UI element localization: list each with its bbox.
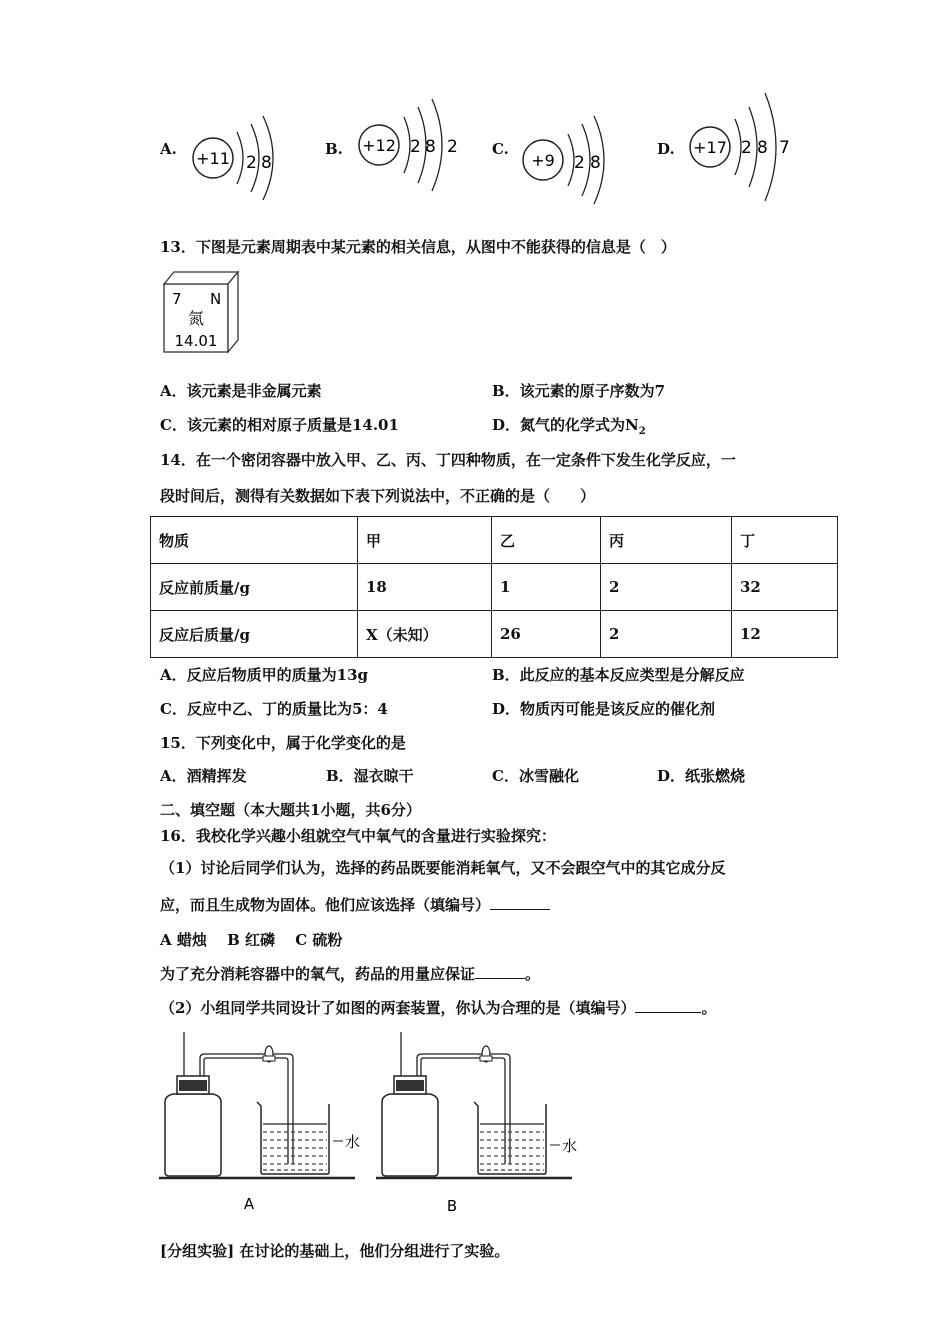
q15-stem: 15．下列变化中，属于化学变化的是 bbox=[160, 734, 406, 752]
shell-electrons: 2 bbox=[410, 137, 421, 157]
answer-blank[interactable] bbox=[635, 998, 701, 1013]
nucleus-charge: +17 bbox=[693, 138, 727, 157]
atom-diagram-c bbox=[518, 110, 618, 210]
apparatus-label: B bbox=[446, 1197, 458, 1215]
table-cell: 2 bbox=[601, 564, 732, 611]
table-header: 物质 bbox=[151, 517, 358, 564]
q16-choices: A 蜡烛 B 红磷 C 硫粉 bbox=[160, 931, 343, 949]
table-cell: 反应后质量/g bbox=[151, 611, 358, 658]
table-header: 丁 bbox=[732, 517, 838, 564]
nucleus-charge: +11 bbox=[196, 149, 230, 168]
table-header-row bbox=[151, 517, 838, 564]
option-letter: A. bbox=[160, 140, 177, 158]
table-row bbox=[151, 611, 838, 658]
element-symbol: N bbox=[210, 290, 222, 308]
apparatus-label: A bbox=[243, 1195, 255, 1213]
element-name: 氮 bbox=[187, 309, 205, 328]
shell-electrons: 8 bbox=[261, 153, 272, 173]
q15-option-d: D．纸张燃烧 bbox=[657, 767, 746, 785]
q14-option-d: D．物质丙可能是该反应的催化剂 bbox=[492, 700, 716, 718]
atomic-mass: 14.01 bbox=[174, 332, 218, 350]
atom-diagram-d bbox=[685, 85, 805, 205]
water-label: 水 bbox=[562, 1137, 578, 1155]
shell-electrons: 7 bbox=[779, 138, 790, 158]
option-letter: B. bbox=[325, 140, 343, 158]
q16-group-experiment: [分组实验] 在讨论的基础上，他们分组进行了实验。 bbox=[160, 1242, 510, 1260]
answer-blank[interactable] bbox=[475, 964, 525, 979]
q16-stem: 16．我校化学兴趣小组就空气中氧气的含量进行实验探究： bbox=[160, 827, 556, 845]
table-cell: X（未知） bbox=[358, 611, 492, 658]
q13-option-c: C．该元素的相对原子质量是14.01 bbox=[160, 416, 399, 434]
shell-electrons: 2 bbox=[447, 137, 458, 157]
shell-electrons: 2 bbox=[246, 153, 257, 173]
apparatus-a bbox=[155, 1030, 370, 1220]
q16-part1-line2: 应，而且生成物为固体。他们应该选择（填编号） bbox=[160, 894, 550, 915]
table-header: 乙 bbox=[492, 517, 601, 564]
shell-electrons: 2 bbox=[741, 138, 752, 158]
q13-option-a: A．该元素是非金属元素 bbox=[160, 382, 322, 400]
q13-stem: 13．下图是元素周期表中某元素的相关信息，从图中不能获得的信息是（ ） bbox=[160, 238, 676, 256]
q14-option-c: C．反应中乙、丁的质量比为5：4 bbox=[160, 700, 388, 718]
atomic-number: 7 bbox=[172, 290, 182, 308]
option-letter: C. bbox=[492, 140, 509, 158]
q14-option-b: B．此反应的基本反应类型是分解反应 bbox=[492, 666, 745, 684]
table-cell: 18 bbox=[358, 564, 492, 611]
shell-electrons: 8 bbox=[757, 138, 768, 158]
q14-stem-line1: 14．在一个密闭容器中放入甲、乙、丙、丁四种物质，在一定条件下发生化学反应，一 bbox=[160, 451, 736, 469]
table-cell: 12 bbox=[732, 611, 838, 658]
table-cell: 32 bbox=[732, 564, 838, 611]
table-cell: 2 bbox=[601, 611, 732, 658]
periodic-element-card bbox=[160, 268, 244, 358]
q16-part1-line3: 为了充分消耗容器中的氧气，药品的用量应保证 。 bbox=[160, 965, 541, 983]
atom-diagram-a bbox=[185, 110, 285, 210]
subscript: 2 bbox=[638, 426, 646, 437]
q15-option-a: A．酒精挥发 bbox=[160, 767, 247, 785]
answer-blank[interactable] bbox=[490, 895, 550, 910]
shell-electrons: 8 bbox=[425, 137, 436, 157]
table-row bbox=[151, 564, 838, 611]
table-header: 甲 bbox=[358, 517, 492, 564]
q15-option-b: B．湿衣晾干 bbox=[326, 767, 414, 785]
q16-part1-line1: （1）讨论后同学们认为，选择的药品既要能消耗氧气，又不会跟空气中的其它成分反 bbox=[160, 859, 726, 877]
shell-electrons: 8 bbox=[590, 153, 601, 173]
q14-option-a: A．反应后物质甲的质量为13g bbox=[160, 666, 369, 684]
nucleus-charge: +9 bbox=[531, 151, 555, 170]
table-cell: 反应前质量/g bbox=[151, 564, 358, 611]
q16-part2: （2）小组同学共同设计了如图的两套装置，你认为合理的是（填编号） 。 bbox=[160, 999, 717, 1017]
apparatus-b bbox=[372, 1030, 587, 1220]
atom-diagram-b bbox=[350, 95, 470, 205]
nucleus-charge: +12 bbox=[362, 136, 396, 155]
q14-data-table bbox=[150, 516, 838, 658]
shell-electrons: 2 bbox=[574, 153, 585, 173]
option-letter: D. bbox=[657, 140, 675, 158]
water-label: 水 bbox=[345, 1133, 361, 1151]
q13-option-d: D．氮气的化学式为$N_2$ bbox=[492, 416, 646, 437]
q13-option-b: B．该元素的原子序数为7 bbox=[492, 382, 666, 400]
table-cell: 1 bbox=[492, 564, 601, 611]
table-cell: 26 bbox=[492, 611, 601, 658]
q14-stem-line2: 段时间后，测得有关数据如下表下列说法中，不正确的是（ ） bbox=[160, 487, 596, 505]
table-header: 丙 bbox=[601, 517, 732, 564]
section-heading: 二、填空题（本大题共1小题，共6分） bbox=[160, 801, 421, 819]
q15-option-c: C．冰雪融化 bbox=[492, 767, 579, 785]
